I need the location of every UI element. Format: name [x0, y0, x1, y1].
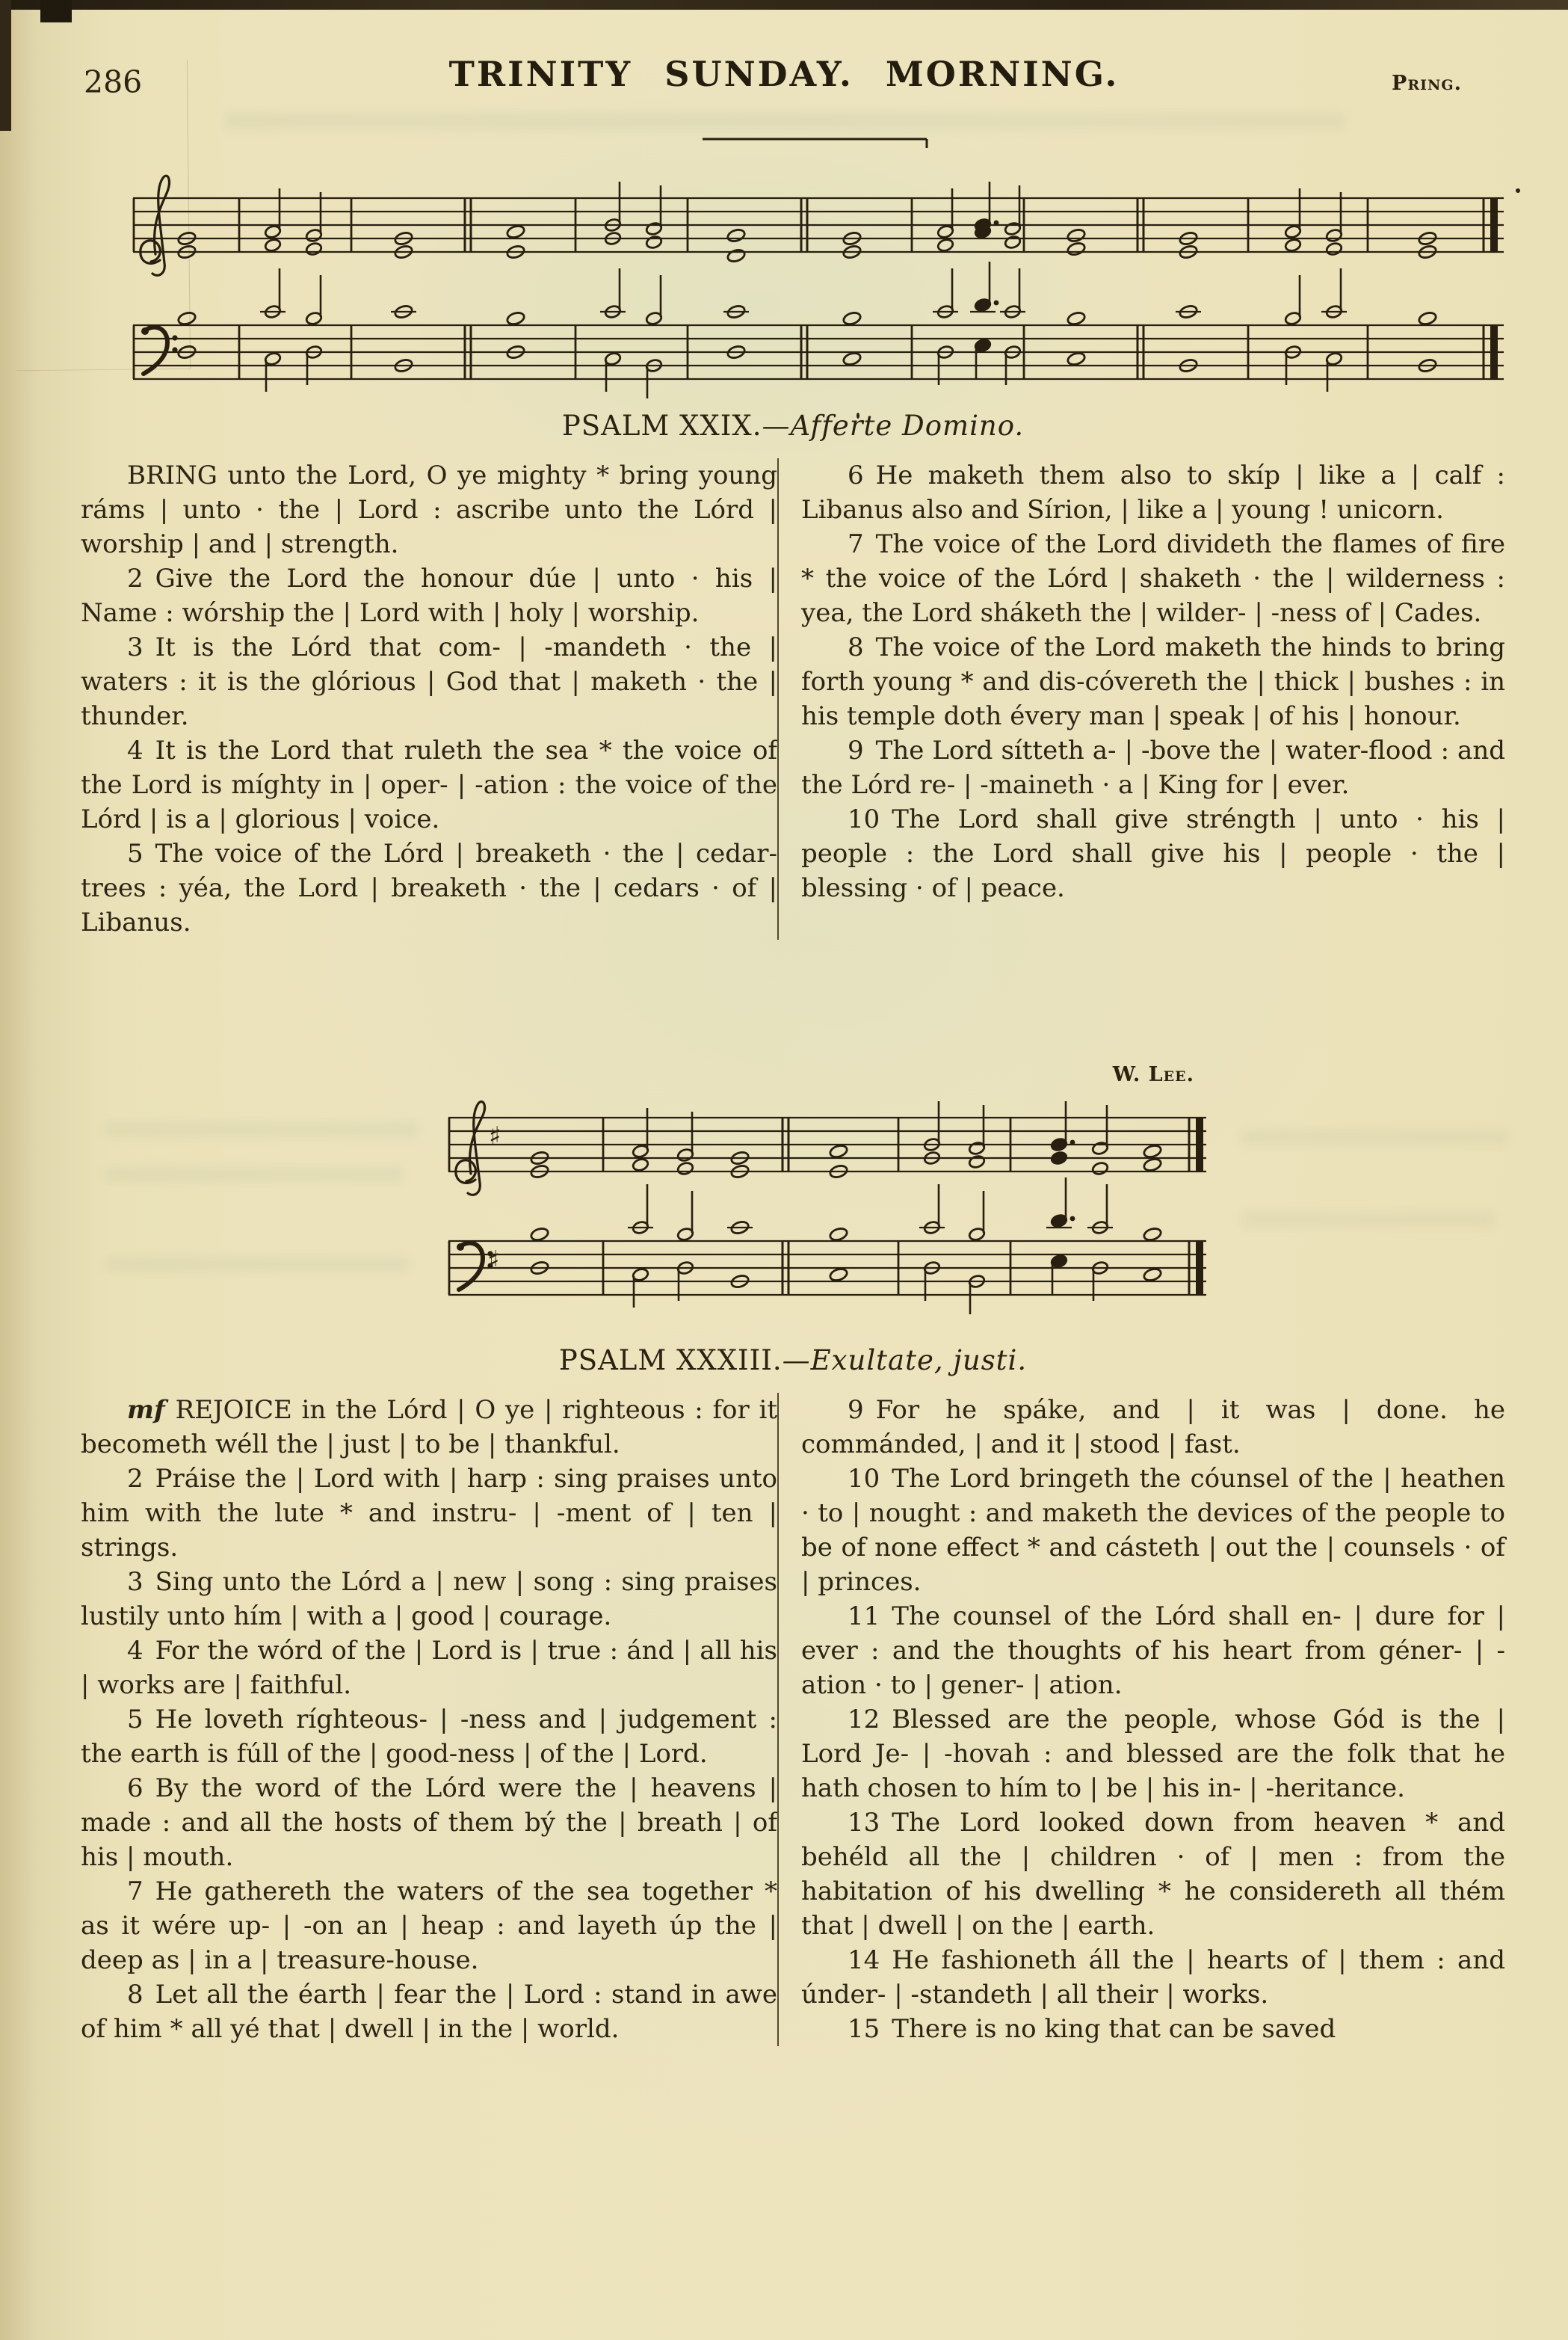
verse-text: Práise the | Lord with | harp : sing praises unto him with the lute * and instru- | -ment of | ten | strings.: [81, 1464, 777, 1562]
show-through: [105, 1121, 419, 1138]
verse-text: Give the Lord the honour dúe | unto · his | Name : wórship the | Lord with | holy | worship.: [81, 564, 777, 628]
verse-text: Let all the éarth | fear the | Lord : stand in awe of him * all yé that | dwell | in the | world.: [81, 1980, 777, 2044]
chant-score-1: [127, 135, 1510, 410]
verse-number: 6: [848, 461, 864, 490]
psalm-33-columns: [81, 1393, 1505, 2046]
psalm-33-title: PSALM XXXIII.: [558, 1344, 783, 1376]
psalm-verse: [801, 2012, 1505, 2046]
psalm-verse: [801, 1599, 1505, 1702]
psalm-verse: [801, 1805, 1505, 1943]
psalm-verse: [81, 733, 777, 837]
psalm-29-heading: [81, 410, 1505, 442]
psalm-verse: [81, 630, 777, 733]
verse-text: By the word of the Lórd were the | heavens | made : and all the hosts of them bý the | breath | of his | mouth.: [81, 1773, 777, 1872]
verse-text: He loveth ríghteous- | -ness and | judgement : the earth is fúll of the | good-ness | of the | Lord.: [81, 1705, 777, 1769]
psalm-33-right-column: [777, 1393, 1505, 2046]
verse-number: 12: [848, 1705, 880, 1734]
psalm-29-right-column: [777, 458, 1505, 940]
psalm-verse: [81, 1874, 777, 1977]
psalm-33-heading: [81, 1344, 1505, 1376]
verse-text: He fashioneth áll the | hearts of | them : and únder- | -standeth | all their | works.: [801, 1945, 1505, 2010]
verse-number: 8: [127, 1980, 143, 2010]
composer-label-lee: W. Lee.: [1112, 1063, 1194, 1086]
header-title: TRINITY SUNDAY. MORNING.: [448, 54, 1120, 94]
svg-text:♯: ♯: [489, 1121, 501, 1151]
verse-number: 9: [848, 736, 864, 766]
verse-text: There is no king that can be saved: [892, 2014, 1336, 2044]
verse-number: 13: [848, 1808, 880, 1838]
show-through: [1241, 1129, 1510, 1145]
verse-text: He maketh them also to skíp | like a | calf : Libanus also and Sírion, | like a | young ! unicorn.: [801, 461, 1505, 525]
verse-number: 11: [848, 1601, 880, 1631]
expression-mark: mf: [127, 1395, 165, 1425]
psalm-verse: [81, 561, 777, 630]
psalm-verse: [801, 802, 1505, 905]
verse-text: The counsel of the Lórd shall en- | dure for | ever : and the thoughts of his heart from géner- | -ation · to | gener- | ation.: [801, 1601, 1505, 1700]
verse-text: The Lord shall give stréngth | unto · his | people : the Lord shall give his | people · the | blessing · of | peace.: [801, 804, 1505, 903]
psalm-verse: [801, 733, 1505, 802]
verse-number: 10: [848, 804, 880, 834]
verse-text: Sing unto the Lórd a | new | song : sing praises lustily unto hím | with a | good | courage.: [81, 1567, 777, 1631]
psalm-verse: [81, 1393, 777, 1462]
composer-label-pring: Pring.: [1392, 72, 1462, 95]
verse-number: 2: [127, 564, 143, 594]
verse-text: For he spáke, and | it was | done. he commánded, | and it | stood | fast.: [801, 1395, 1505, 1459]
psalm-29-section: [81, 410, 1505, 940]
psalm-verse: [801, 1462, 1505, 1599]
psalm-29-title: PSALM XXIX.: [561, 410, 762, 442]
psalm-verse: [801, 1943, 1505, 2012]
verse-number: 8: [848, 632, 864, 662]
psalm-verse: [81, 1565, 777, 1634]
verse-text: Blessed are the people, whose Gód is the | Lord Je- | -hovah : and blessed are the folk that he hath chosen to hím to | be | his in- | -heritance.: [801, 1705, 1505, 1803]
verse-number: 5: [127, 839, 143, 869]
psalm-33-left-column: [81, 1393, 777, 2046]
verse-number: 10: [848, 1464, 880, 1494]
verse-number: 15: [848, 2014, 880, 2044]
show-through: [224, 112, 1345, 130]
ink-speck: [1516, 188, 1520, 193]
verse-number: 4: [127, 736, 143, 766]
psalm-verse: [81, 1977, 777, 2046]
psalm-verse: [81, 837, 777, 940]
page-edge-top: [0, 0, 1568, 10]
verse-text: For the wórd of the | Lord is | true : ánd | all his | works are | faithful.: [81, 1636, 777, 1700]
psalm-29-latin-title: —Afferte Domino.: [762, 410, 1025, 442]
psalm-verse: [81, 1702, 777, 1771]
psalm-verse: [801, 1702, 1505, 1805]
psalm-verse: [81, 458, 777, 561]
show-through: [1241, 1211, 1495, 1228]
psalm-verse: [81, 1771, 777, 1874]
verse-number: 6: [127, 1773, 143, 1803]
verse-text: It is the Lord that ruleth the sea * the voice of the Lord is míghty in | oper- | -ation : the voice of the Lórd | is a | glorious | voice.: [81, 736, 777, 834]
psalm-verse: [81, 1462, 777, 1565]
svg-text:♯: ♯: [487, 1246, 500, 1275]
verse-text: BRING unto the Lord, O ye mighty * bring young ráms | unto · the | Lord : ascribe unto the Lórd | worship | and | strength.: [81, 461, 777, 559]
psalm-verse: [801, 630, 1505, 733]
psalm-33-section: [81, 1344, 1505, 2046]
verse-number: 7: [127, 1876, 143, 1906]
verse-text: It is the Lórd that com- | -mandeth · the | waters : it is the glórious | God that | maketh · the | thunder.: [81, 632, 777, 731]
verse-text: The voice of the Lord maketh the hinds to bring forth young * and dis-cóvereth the | thick | bushes : in his temple doth évery man | speak | of his | honour.: [801, 632, 1505, 731]
verse-text: The voice of the Lórd | breaketh · the | cedar-trees : yéa, the Lord | breaketh · the | cedars · of | Libanus.: [81, 839, 777, 937]
chant-score-2: [442, 1095, 1220, 1320]
verse-number: 7: [848, 529, 864, 559]
verse-number: 2: [127, 1464, 143, 1494]
verse-number: 3: [127, 632, 143, 662]
psalm-verse: [801, 527, 1505, 630]
verse-number: 14: [848, 1945, 880, 1975]
verse-number: 9: [848, 1395, 864, 1425]
psalm-29-columns: [81, 458, 1505, 940]
show-through: [105, 1256, 411, 1272]
page-number: 286: [84, 64, 143, 100]
verse-text: REJOICE in the Lórd | O ye | righteous : for it becometh wéll the | just | to be | thankful.: [81, 1395, 777, 1459]
verse-text: The Lord looked down from heaven * and behéld all the | children · of | men : from the habitation of his dwelling * he considereth all thém that | dwell | on the | earth.: [801, 1808, 1505, 1941]
verse-text: The voice of the Lord divideth the flames of fire * the voice of the Lórd | shaketh · the | wilderness : yea, the Lord sháketh the | wilder- | -ness of | Cades.: [801, 529, 1505, 628]
psalm-verse: [81, 1634, 777, 1702]
verse-text: He gathereth the waters of the sea together * as it wére up- | -on an | heap : and layeth úp the | deep as | in a | treasure-house.: [81, 1876, 777, 1975]
verse-text: The Lord bringeth the cóunsel of the | heathen · to | nought : and maketh the devices of the people to be of none effect * and cásteth | out the | counsels · of | princes.: [801, 1464, 1505, 1597]
verse-number: 4: [127, 1636, 143, 1666]
verse-number: 5: [127, 1705, 143, 1734]
verse-number: 3: [127, 1567, 143, 1597]
psalm-33-latin-title: —Exultate, justi.: [782, 1344, 1028, 1376]
psalm-29-left-column: [81, 458, 777, 940]
show-through: [105, 1166, 404, 1183]
psalm-verse: [801, 1393, 1505, 1462]
verse-text: The Lord sítteth a- | -bove the | water-flood : and the Lórd re- | -maineth · a | King for | ever.: [801, 736, 1505, 800]
psalm-verse: [801, 458, 1505, 527]
page-edge-notch: [40, 0, 72, 22]
